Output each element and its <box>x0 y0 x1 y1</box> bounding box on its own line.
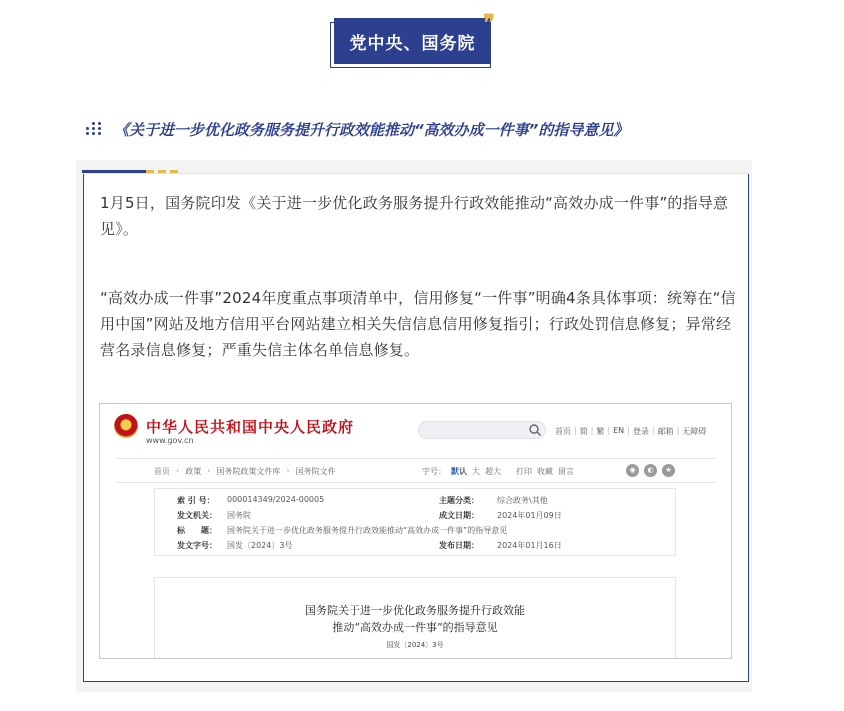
meta-row <box>177 495 324 506</box>
meta-value: 2024年01月09日 <box>497 511 562 520</box>
weibo-icon[interactable]: ◉ <box>626 464 639 477</box>
breadcrumb-item[interactable]: 国务院政策文件库 <box>216 467 281 476</box>
sep: | <box>574 426 577 435</box>
meta-row <box>439 495 548 506</box>
document-body <box>154 577 676 659</box>
section-heading <box>86 119 628 140</box>
chevron-right-icon: › <box>286 466 290 475</box>
document-metadata <box>154 488 676 556</box>
national-emblem-icon <box>114 414 138 438</box>
meta-key: 主题分类： <box>439 496 479 505</box>
site-url: www.gov.cn <box>146 436 194 445</box>
meta-row <box>177 525 507 536</box>
sep: | <box>676 426 680 435</box>
dots-icon <box>86 122 102 138</box>
breadcrumb-item[interactable]: 政策 <box>185 467 202 476</box>
section-title: 《关于进一步优化政务服务提升行政效能推动“高效办成一件事”的指导意见》 <box>114 121 629 139</box>
chevron-right-icon: › <box>176 466 180 475</box>
link-traditional[interactable]: 繁 <box>596 427 605 436</box>
card-accent-bar <box>82 170 152 173</box>
search-input[interactable] <box>418 421 546 439</box>
breadcrumb <box>154 466 342 477</box>
page-tools <box>422 466 579 477</box>
meta-key: 发文字号： <box>177 541 217 550</box>
font-size-label: 字号： <box>422 467 446 476</box>
font-large-button[interactable]: 大 <box>472 467 480 476</box>
card-accent-dashes <box>146 170 182 173</box>
meta-value: 国发〔2024〕3号 <box>227 541 293 550</box>
site-title: 中华人民共和国中央人民政府 <box>146 418 355 436</box>
top-links <box>552 426 709 437</box>
share-icons <box>626 464 680 477</box>
embedded-webpage-screenshot <box>99 403 732 659</box>
meta-value: 2024年01月16日 <box>497 541 562 550</box>
wechat-icon[interactable]: ◐ <box>644 464 657 477</box>
favorite-button[interactable]: 收藏 <box>537 467 553 476</box>
document-number: 国发〔2024〕3号 <box>386 641 444 649</box>
meta-row <box>439 510 562 521</box>
meta-row <box>439 540 562 551</box>
meta-key: 标 题： <box>177 526 217 535</box>
meta-key: 发布日期： <box>439 541 479 550</box>
meta-key: 索 引 号： <box>177 496 215 505</box>
sep: | <box>607 426 611 435</box>
link-accessibility[interactable]: 无障碍 <box>682 427 707 436</box>
font-xlarge-button[interactable]: 超大 <box>485 467 501 476</box>
quote-mark-icon: ❞ <box>483 10 495 36</box>
link-simplified[interactable]: 简 <box>579 427 588 436</box>
divider <box>116 458 716 459</box>
link-home[interactable]: 首页 <box>555 427 571 436</box>
print-button[interactable]: 打印 <box>516 467 532 476</box>
paragraph-intro: 1月5日，国务院印发《关于进一步优化政务服务提升行政效能推动“高效办成一件事”的指导意见》。 <box>100 194 729 238</box>
star-icon[interactable]: ★ <box>662 464 675 477</box>
link-english[interactable]: EN <box>613 426 625 435</box>
document-title-line2: 推动“高效办成一件事”的指导意见 <box>332 621 498 634</box>
meta-row <box>177 510 251 521</box>
sep: | <box>651 426 655 435</box>
meta-key: 发文机关： <box>177 511 217 520</box>
font-default-button[interactable]: 默认 <box>451 467 467 476</box>
meta-key: 成文日期： <box>439 511 479 520</box>
sep: | <box>627 426 630 435</box>
search-icon[interactable] <box>528 423 542 437</box>
breadcrumb-item[interactable]: 国务院文件 <box>295 467 336 476</box>
section-badge <box>330 10 495 70</box>
meta-value: 000014349/2024-00005 <box>227 495 325 504</box>
link-mail[interactable]: 邮箱 <box>657 427 674 436</box>
meta-value: 综合政务\其他 <box>497 496 548 505</box>
paragraph-details: “高效办成一件事”2024年度重点事项清单中，信用修复“一件事”明确4条具体事项：统筹在“信用中国”网站及地方信用平台网站建立相关失信信息信用修复指引；行政处罚信息修复；异常经营名录信息修复；严重失信主体名单信息修复。 <box>100 289 736 359</box>
meta-value: 国务院关于进一步优化政务服务提升行政效能推动“高效办成一件事”的指导意见 <box>227 526 508 535</box>
badge-label: 党中央、国务院 <box>334 18 491 64</box>
document-title-line1: 国务院关于进一步优化政务服务提升行政效能 <box>305 604 525 617</box>
card-top-line <box>83 173 749 174</box>
link-login[interactable]: 登录 <box>632 427 649 436</box>
comment-button[interactable]: 留言 <box>558 467 574 476</box>
meta-row <box>177 540 292 551</box>
meta-value: 国务院 <box>227 511 251 520</box>
sep: | <box>590 426 594 435</box>
breadcrumb-item[interactable]: 首页 <box>154 467 170 476</box>
chevron-right-icon: › <box>207 466 211 475</box>
divider <box>116 482 716 483</box>
